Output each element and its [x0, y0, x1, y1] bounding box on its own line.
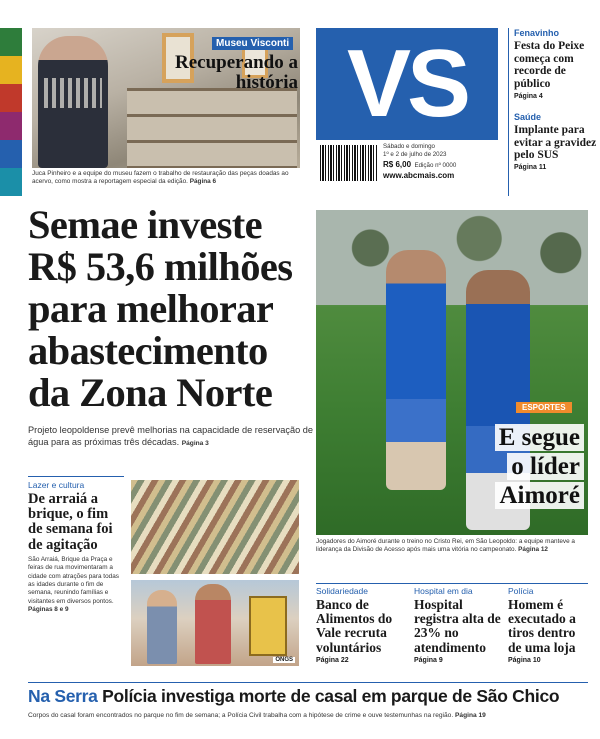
caption-text: Jogadores do Aimoré durante o treino no Cristo Rei, em São Leopoldo: a equipe manteve a liderança da Divisão de Acesso após mais uma vitória no campeonato. [316, 538, 575, 554]
page-ref: Página 12 [518, 546, 548, 554]
section-divider [316, 583, 588, 584]
sports-headline[interactable] [490, 424, 584, 510]
feature-body: São Arraiá, Brique da Praça e feiras de rua movimentaram a cidade com atrações para todas as idades durante o fim de semana, reunindo famílias e visitantes em diversos pontos. [28, 555, 119, 605]
logo-text: VS [346, 30, 468, 137]
section-color-bar [0, 28, 22, 196]
color-swatch [0, 140, 22, 168]
page-ref: Página 10 [508, 656, 541, 664]
color-swatch [0, 84, 22, 112]
person-figure [38, 36, 108, 168]
top-story-caption [32, 170, 300, 187]
edition-date: 1º e 2 de julho de 2023 [383, 151, 447, 159]
bottom-kicker: Na Serra [28, 686, 98, 706]
top-story-headline[interactable]: Recuperando a história [175, 52, 298, 93]
page-ref: Página 3 [181, 439, 209, 447]
barcode-icon [320, 145, 378, 181]
section-divider [28, 682, 588, 683]
sidebar-teaser-2[interactable] [514, 112, 598, 171]
color-swatch [0, 28, 22, 56]
top-story-kicker: Museu Visconti [212, 37, 293, 50]
feature-kicker: Lazer e cultura [28, 480, 85, 490]
edition-date-label: Sábado e domingo [383, 143, 435, 150]
column-kicker: Hospital em dia [414, 586, 473, 596]
deck-text: Projeto leopoldense prevê melhorias na capacidade de reservação de água para as próximas três décadas. [28, 425, 313, 447]
column-kicker: Polícia [508, 586, 534, 596]
section-divider [28, 476, 124, 477]
page-ref: Página 6 [189, 178, 217, 186]
sports-section-tag: ESPORTES [516, 402, 572, 413]
column-headline: Hospital registra alta de 23% no atendimento [414, 597, 501, 655]
masthead-info [383, 143, 499, 181]
deck-text: Corpos do casal foram encontrados no parque no fim de semana; a Polícia Civil trabalha com a hipótese de crime e ouve testemunhas na região. [28, 712, 454, 719]
bottom-headline-text: Polícia investiga morte de casal em parque de São Chico [102, 686, 560, 706]
brique-photo[interactable] [131, 580, 299, 666]
arraia-photo[interactable] [131, 480, 299, 574]
column-headline: Banco de Alimentos do Vale recruta voluntários [316, 597, 393, 655]
teaser-headline: Implante para evitar a gravidez pelo SUS [514, 124, 597, 162]
headline-line: E segue [495, 424, 584, 451]
page-ref: Página 4 [514, 92, 543, 100]
page-ref: Página 9 [414, 656, 443, 664]
bottom-headline[interactable] [28, 686, 592, 707]
headline-line: o líder [507, 453, 584, 480]
column-teaser-1[interactable] [316, 586, 406, 664]
column-teaser-2[interactable] [414, 586, 502, 664]
caption-text: Juca Pinheiro e a equipe do museu fazem o trabalho de restauração das peças doadas ao acervo, como mostra a reportagem especial da edição. [32, 170, 289, 186]
sidebar-teaser-1[interactable] [514, 28, 598, 100]
column-teaser-3[interactable] [508, 586, 592, 664]
sports-caption [316, 538, 588, 555]
column-kicker: Solidariedade [316, 586, 368, 596]
sign-board [249, 596, 287, 656]
page-ref: Página 22 [316, 656, 349, 664]
teaser-kicker: Fenavinho [514, 28, 560, 38]
website-link[interactable]: www.abcmais.com [383, 170, 455, 180]
person-figure [147, 590, 177, 664]
page-ref: Página 11 [514, 163, 547, 171]
page-ref: Página 19 [455, 712, 486, 719]
main-deck [28, 425, 314, 449]
display-shelf [127, 88, 297, 168]
edition-number: Edição nº 0000 [414, 161, 457, 169]
page-ref: Páginas 8 e 9 [28, 605, 69, 613]
main-headline[interactable]: Semae investe R$ 53,6 milhões para melhorar abastecimento da Zona Norte [28, 202, 293, 415]
color-swatch [0, 168, 22, 196]
person-figure [195, 584, 231, 664]
masthead-logo[interactable] [316, 28, 498, 140]
column-headline: Homem é executado a tiros dentro de uma loja [508, 597, 576, 655]
color-swatch [0, 56, 22, 84]
teaser-headline: Festa do Peixe começa com recorde de público [514, 40, 585, 90]
player-figure [386, 250, 446, 490]
teaser-kicker: Saúde [514, 112, 542, 122]
price: R$ 6,00 [383, 159, 412, 169]
left-feature[interactable] [28, 480, 126, 614]
photo-tag: ONGS [275, 657, 293, 663]
background-trees [316, 210, 588, 305]
bottom-deck [28, 712, 592, 719]
feature-headline: De arraiá a brique, o fim de semana foi de agitação [28, 491, 113, 553]
color-swatch [0, 112, 22, 140]
sidebar-divider [508, 28, 509, 196]
headline-line: Aimoré [495, 482, 584, 509]
